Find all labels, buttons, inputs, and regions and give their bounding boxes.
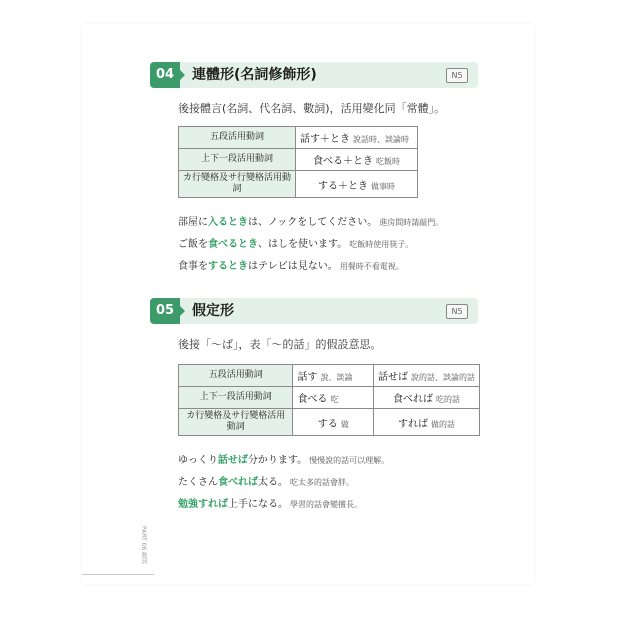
zh-meaning: 做 <box>340 419 349 429</box>
level-badge: N5 <box>446 68 468 83</box>
example-highlight: 勉強すれば <box>178 499 228 510</box>
zh-meaning: 說、談論 <box>320 373 353 382</box>
level-badge: N5 <box>446 304 468 319</box>
row-value <box>293 409 374 436</box>
zh-meaning: 說的話、談論的話 <box>411 373 475 382</box>
example-sentence <box>178 472 389 494</box>
row-value <box>296 171 418 198</box>
row-value-conditional <box>374 409 480 436</box>
example-post: 上手になる。 <box>228 499 288 510</box>
example-translation: 學習的話會變擅長。 <box>290 500 362 509</box>
row-label: 五段活用動詞 <box>179 365 293 387</box>
zh-meaning: 吃飯時 <box>376 157 400 166</box>
section-title: 假定形 <box>192 303 234 319</box>
section-04-table <box>178 126 418 198</box>
section-05-header <box>150 298 478 324</box>
example-translation: 吃飯時使用筷子。 <box>349 240 414 249</box>
row-value-conditional <box>374 387 480 409</box>
jp-form: 話せば <box>378 372 408 383</box>
section-05-intro: 後接「～ば」，表「～的話」的假設意思。 <box>178 338 382 351</box>
example-post: 分かります。 <box>247 455 308 466</box>
example-translation: 慢慢說的話可以理解。 <box>309 456 390 465</box>
jp-form: する＋とき <box>318 180 368 192</box>
example-pre: たくさん <box>178 477 218 488</box>
row-label: 五段活用動詞 <box>179 127 296 149</box>
row-label: 上下一段活用動詞 <box>179 149 296 171</box>
jp-form: する <box>317 418 338 430</box>
table-row <box>179 149 418 171</box>
example-translation: 吃太多的話會胖。 <box>290 478 354 487</box>
bottom-divider <box>82 574 154 575</box>
section-04-examples <box>178 212 443 278</box>
row-label: カ行變格及サ行變格活用動詞 <box>179 171 296 198</box>
zh-meaning: 吃 <box>330 395 339 404</box>
example-post: 、はしを使います。 <box>258 239 348 250</box>
example-pre: 部屋に <box>178 217 208 228</box>
example-pre: ご飯を <box>178 239 208 250</box>
example-post: は、ノックをしてください。 <box>248 217 378 228</box>
section-05-examples <box>178 450 389 516</box>
row-value <box>293 365 374 387</box>
section-arrow-icon <box>180 306 185 316</box>
row-value-conditional <box>374 365 480 387</box>
example-highlight: 食べるとき <box>208 239 258 250</box>
jp-form: すれば <box>398 418 428 430</box>
section-number: 05 <box>150 298 180 324</box>
jp-form: 食べる <box>297 394 328 405</box>
example-sentence <box>178 450 389 472</box>
section-05-table <box>178 364 480 436</box>
example-pre: 食事を <box>178 261 208 272</box>
jp-form: 話す <box>297 372 318 383</box>
example-post: 太る。 <box>258 477 288 488</box>
table-row <box>179 127 418 149</box>
example-sentence <box>178 234 443 256</box>
example-highlight: 食べれば <box>218 477 258 488</box>
section-04-header <box>150 62 478 88</box>
jp-form: 話す＋とき <box>300 134 350 145</box>
table-row <box>179 365 480 387</box>
example-sentence <box>178 212 443 234</box>
section-number: 04 <box>150 62 180 88</box>
row-value <box>296 127 418 149</box>
jp-form: 食べる＋とき <box>313 156 373 167</box>
section-arrow-icon <box>180 70 185 80</box>
zh-meaning: 做事時 <box>371 181 395 191</box>
zh-meaning: 說話時、談論時 <box>353 135 409 144</box>
zh-meaning: 吃的話 <box>436 395 460 404</box>
row-value <box>296 149 418 171</box>
row-value <box>293 387 374 409</box>
example-sentence <box>178 256 443 278</box>
table-row <box>179 409 480 436</box>
section-title: 連體形(名詞修飾形) <box>192 67 317 83</box>
example-translation: 進房間時請敲門。 <box>379 218 444 227</box>
table-row <box>179 171 418 198</box>
row-label: カ行變格及サ行變格活用動詞 <box>179 409 293 436</box>
example-highlight: 話せば <box>217 455 248 466</box>
example-translation: 用餐時不看電視。 <box>339 262 404 271</box>
example-pre: ゆっくり <box>178 455 218 466</box>
part-side-label: PART 06 動詞 <box>140 526 147 565</box>
zh-meaning: 做的話 <box>431 419 455 429</box>
example-highlight: 入るとき <box>208 217 248 228</box>
row-label: 上下一段活用動詞 <box>179 387 293 409</box>
section-04-intro: 後接體言(名詞、代名詞、數詞)，活用變化同「常體」。 <box>178 102 446 115</box>
example-sentence <box>178 494 389 516</box>
example-highlight: するとき <box>208 261 248 272</box>
example-post: はテレビは見ない。 <box>248 261 338 272</box>
jp-form: 食べれば <box>393 394 433 405</box>
table-row <box>179 387 480 409</box>
